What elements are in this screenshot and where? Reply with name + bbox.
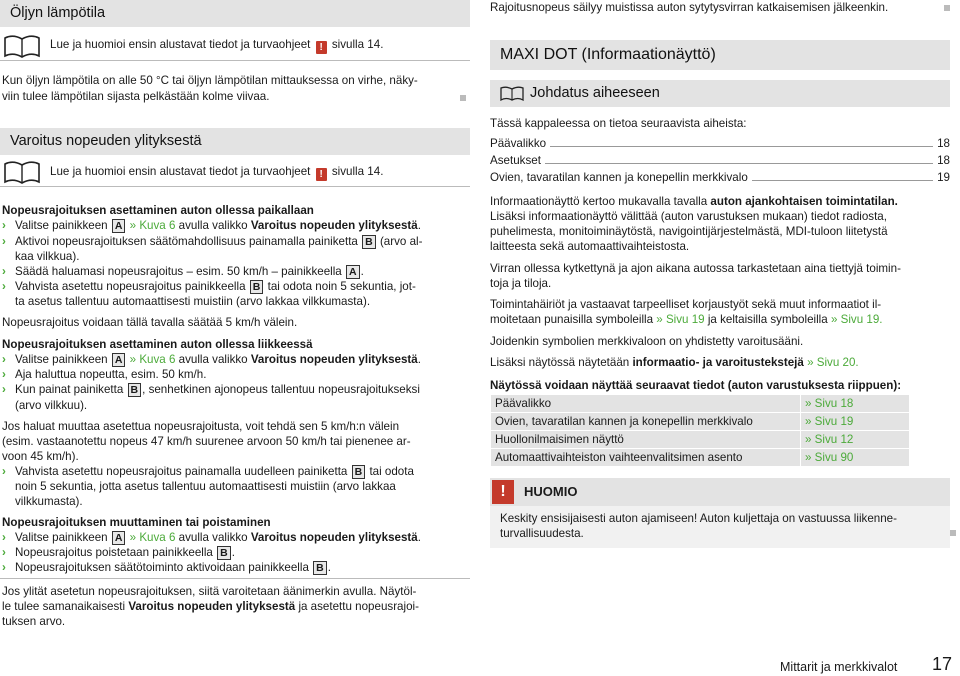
book-icon <box>500 86 524 101</box>
table-row: Huollonilmaisimen näyttö » Sivu 12 <box>491 431 910 449</box>
arrow-icon: › <box>2 265 6 278</box>
step-item: › Kun painat painiketta B , senhetkinen ajonopeus tallentuu nopeusrajoitukseksi <box>2 383 420 396</box>
reference-table <box>490 394 910 467</box>
top-note: Rajoitusnopeus säilyy muistissa auton sytytysvirran katkaisemisen jälkeenkin. <box>490 1 889 14</box>
figure-link[interactable]: » Kuva 6 <box>129 219 176 232</box>
figure-link[interactable]: » Kuva 6 <box>129 353 176 366</box>
body-line: (esim. vastaanotettu nopeus 47 km/h suurenee arvoon 50 km/h tai pienenee ar- <box>2 435 411 448</box>
end-marker <box>460 95 466 101</box>
safety-reference: Lue ja huomioi ensin alustavat tiedot ja turvaohjeet ! sivulla 14. <box>50 165 384 180</box>
notice-header: ! HUOMIO <box>490 478 950 506</box>
toc-row[interactable]: Päävalikko 18 <box>490 137 950 150</box>
step-item: › Vahvista asetettu nopeusrajoitus painamalla uudelleen painiketta B tai odota <box>2 465 414 478</box>
arrow-icon: › <box>2 383 6 396</box>
notice-line: Keskity ensisijaisesti auton ajamiseen! Auton kuljettaja on vastuussa liikenne- <box>500 512 897 525</box>
step-item: › Vahvista asetettu nopeusrajoitus painikkeella B tai odota noin 5 sekuntia, jot- <box>2 280 416 293</box>
arrow-icon: › <box>2 465 6 478</box>
step-item: › Nopeusrajoituksen säätötoiminto aktivoidaan painikkeella B . <box>2 561 331 574</box>
body-line: le tulee samanaikaisesti Varoitus nopeuden ylityksestä ja asetettu nopeusrajoi- <box>2 600 419 613</box>
body-line: Jos haluat muuttaa asetettua nopeusrajoitusta, voit tehdä sen 5 km/h:n välein <box>2 420 400 433</box>
body-line: laitteesta sekä automaattivaihteistosta. <box>490 240 690 253</box>
section-title-speed-warning: Varoitus nopeuden ylityksestä <box>0 128 470 155</box>
step-item-continued: ta asetus tallentuu automaattisesti muistiin (arvo lakkaa vilkkumasta). <box>15 295 371 308</box>
body-line: toja ja tiloja. <box>490 277 552 290</box>
subheading-change: Nopeusrajoituksen muuttaminen tai poistaminen <box>2 516 271 529</box>
divider <box>0 578 470 579</box>
table-row: Päävalikko » Sivu 18 <box>491 395 910 413</box>
body-line: tuksen arvo. <box>2 615 66 628</box>
body-line: Lisäksi näytössä näytetään informaatio- ja varoitustekstejä » Sivu 20. <box>490 356 859 369</box>
book-icon <box>3 160 41 184</box>
book-icon <box>3 34 41 58</box>
end-marker <box>950 530 956 536</box>
figure-link[interactable]: » Kuva 6 <box>129 531 176 544</box>
divider <box>0 186 470 187</box>
notice-body <box>490 506 950 548</box>
toc-intro: Tässä kappaleessa on tietoa seuraavista aiheista: <box>490 117 747 130</box>
subheading-moving: Nopeusrajoituksen asettaminen auton ollessa liikkeessä <box>2 338 313 351</box>
step-item: › Valitse painikkeen A » Kuva 6 avulla valikko Varoitus nopeuden ylityksestä. <box>2 353 421 366</box>
body-line: moitetaan punaisilla symboleilla » Sivu 19 ja keltaisilla symboleilla » Sivu 19. <box>490 313 883 326</box>
step-item: › Aja haluttua nopeutta, esim. 50 km/h. <box>2 368 207 381</box>
section-title-maxi-dot: MAXI DOT (Informaationäyttö) <box>490 40 950 70</box>
subheading-stationary: Nopeusrajoituksen asettaminen auton ollessa paikallaan <box>2 204 314 217</box>
step-item-continued: noin 5 sekuntia, jotta asetus tallentuu automaattisesti muistiin (arvo lakkaa <box>15 480 396 493</box>
arrow-icon: › <box>2 235 6 248</box>
step-item: › Nopeusrajoitus poistetaan painikkeella B . <box>2 546 235 559</box>
page-link[interactable]: » Sivu 18 <box>801 395 910 413</box>
page-link[interactable]: » Sivu 19 <box>801 413 910 431</box>
body-line: voon 45 km/h). <box>2 450 79 463</box>
arrow-icon: › <box>2 368 6 381</box>
end-marker <box>944 5 950 11</box>
step-item: › Valitse painikkeen A » Kuva 6 avulla valikko Varoitus nopeuden ylityksestä. <box>2 219 421 232</box>
body-line: Toimintahäiriöt ja vastaavat tarpeelliset korjaustyöt sekä muut informaatiot il- <box>490 298 882 311</box>
table-row: Ovien, tavaratilan kannen ja konepellin merkkivalo » Sivu 19 <box>491 413 910 431</box>
body-line: Virran ollessa kytkettynä ja ajon aikana autossa tarkastetaan aina tiettyjä toimin- <box>490 262 901 275</box>
page-number: 17 <box>932 654 953 674</box>
section-title-oil-temperature: Öljyn lämpötila <box>0 0 470 27</box>
divider <box>0 60 470 61</box>
table-title: Näytössä voidaan näyttää seuraavat tiedot (auton varustuksesta riippuen): <box>490 379 902 392</box>
page-link[interactable]: » Sivu 90 <box>801 449 910 467</box>
warning-icon: ! <box>492 480 514 504</box>
step-item-continued: vilkkumasta). <box>15 495 83 508</box>
step-item: › Aktivoi nopeusrajoituksen säätömahdollisuus painamalla painiketta B (arvo al- <box>2 235 423 248</box>
table-row: Automaattivaihteiston vaihteenvalitsimen asento » Sivu 90 <box>491 449 910 467</box>
step-note: Nopeusrajoitus voidaan tällä tavalla säätää 5 km/h välein. <box>2 316 298 329</box>
arrow-icon: › <box>2 219 6 232</box>
warning-icon: ! <box>316 41 327 54</box>
safety-reference: Lue ja huomioi ensin alustavat tiedot ja turvaohjeet ! sivulla 14. <box>50 38 384 53</box>
warning-icon: ! <box>316 168 327 181</box>
step-item-continued: (arvo vilkkuu). <box>15 399 88 412</box>
step-item: › Valitse painikkeen A » Kuva 6 avulla valikko Varoitus nopeuden ylityksestä. <box>2 531 421 544</box>
toc-row[interactable]: Asetukset 18 <box>490 154 950 167</box>
toc-row[interactable]: Ovien, tavaratilan kannen ja konepellin merkkivalo 19 <box>490 171 950 184</box>
body-line: Jos ylität asetetun nopeusrajoituksen, siitä varoitetaan äänimerkin avulla. Näytöl- <box>2 585 417 598</box>
body-line: Informaationäyttö kertoo mukavalla tavalla auton ajankohtaisen toimintatilan. <box>490 195 898 208</box>
step-item: › Säädä haluamasi nopeusrajoitus – esim. 50 km/h – painikkeella A . <box>2 265 364 278</box>
arrow-icon: › <box>2 561 6 574</box>
arrow-icon: › <box>2 546 6 559</box>
body-line: Joidenkin symbolien merkkivaloon on yhdistetty varoitusääni. <box>490 335 804 348</box>
page-link[interactable]: » Sivu 20. <box>807 356 859 369</box>
page-link[interactable]: » Sivu 19 <box>656 313 705 326</box>
oil-body-line: Kun öljyn lämpötila on alle 50 °C tai öljyn lämpötilan mittauksessa on virhe, näky- <box>2 74 418 87</box>
oil-body-line: viin tulee lämpötilan sijasta pelkästään kolme viivaa. <box>2 90 270 103</box>
intro-header: Johdatus aiheeseen <box>490 80 950 107</box>
page-link[interactable]: » Sivu 19. <box>830 313 883 326</box>
body-line: Lisäksi informaationäyttö välittää (auton varustuksen mukaan) tiedot radiosta, <box>490 210 887 223</box>
notice-line: turvallisuudesta. <box>500 527 584 540</box>
step-item-continued: kaa vilkkua). <box>15 250 80 263</box>
page-link[interactable]: » Sivu 12 <box>801 431 910 449</box>
arrow-icon: › <box>2 531 6 544</box>
arrow-icon: › <box>2 280 6 293</box>
arrow-icon: › <box>2 353 6 366</box>
footer-section: Mittarit ja merkkivalot <box>780 660 898 674</box>
body-line: puhelimesta, monitoiminäytöstä, navigointijärjestelmästä, MDI-tuloon liitetystä <box>490 225 888 238</box>
